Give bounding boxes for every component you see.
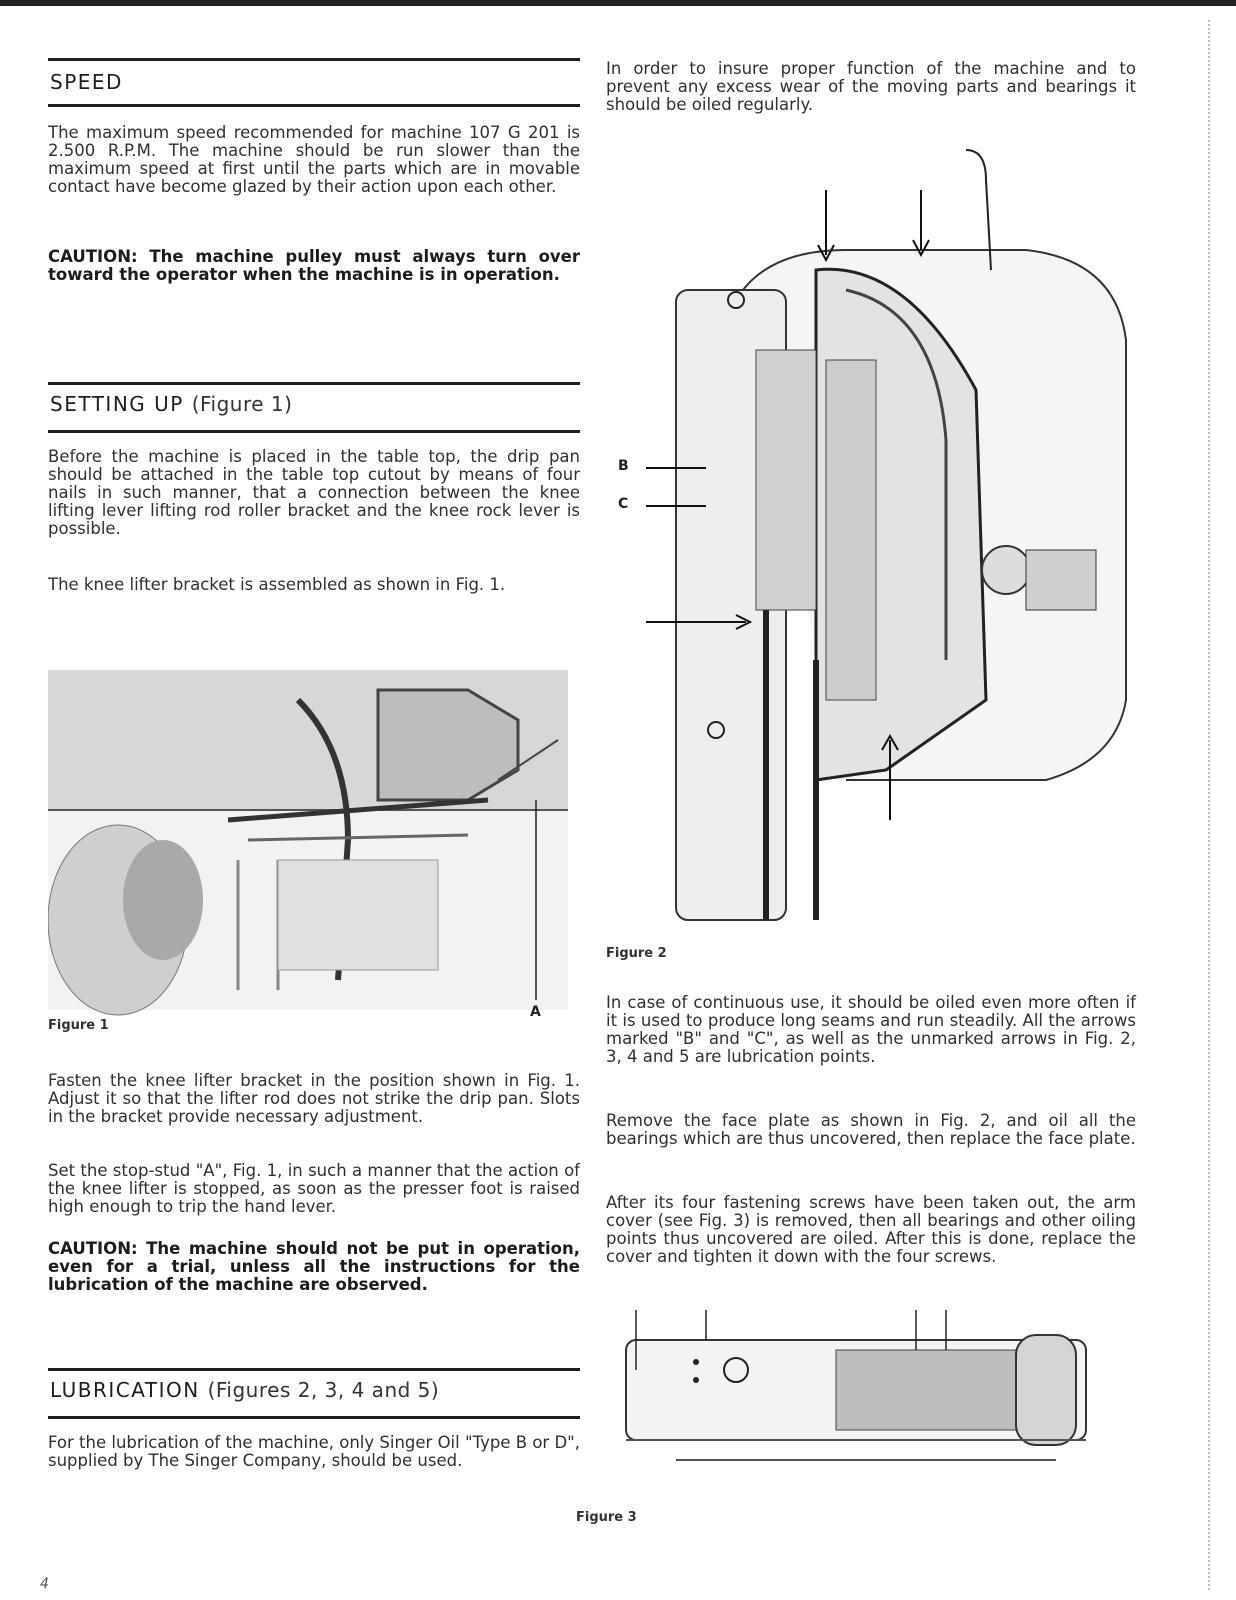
figure-2-machine-head-drawing — [646, 140, 1136, 940]
setting-up-paragraph-3: Fasten the knee lifter bracket in the position shown in Fig. 1. Adjust it so that the lifter rod does not strike the drip pan. Slots in the bracket provide necessary adjustment. — [48, 1071, 580, 1126]
speed-paragraph: The maximum speed recommended for machine 107 G 201 is 2.500 R.P.M. The machine should be run slower than the maximum speed at first until the parts which are in movable contact have become glazed by their action upon each other. — [48, 123, 580, 196]
section-rule — [48, 58, 580, 61]
lubrication-paragraph: For the lubrication of the machine, only Singer Oil "Type B or D", supplied by The Singer Company, should be used. — [48, 1433, 580, 1470]
setting-up-caution: CAUTION: The machine should not be put in operation, even for a trial, unless all the instructions for the lubrication of the machine are observed. — [48, 1239, 580, 1294]
continuous-use-paragraph: In case of continuous use, it should be oiled even more often if it is used to produce long seams and run steadily. All the arrows marked "B" and "C", as well as the unmarked arrows in Fig. 2, 3, 4 and 5 are lubrication points. — [606, 993, 1136, 1066]
page-number: 4 — [40, 1576, 49, 1592]
figure-1-label-a: A — [530, 1004, 541, 1020]
scan-edge — [1208, 20, 1218, 1590]
setting-up-title: SETTING UP — [50, 392, 184, 416]
section-rule — [48, 1368, 580, 1371]
face-plate-paragraph: Remove the face plate as shown in Fig. 2, and oil all the bearings which are thus uncovered, then replace the face plate. — [606, 1111, 1136, 1148]
top-border — [0, 0, 1236, 6]
figure-2-label-c: C — [618, 496, 629, 512]
setting-up-subtitle: (Figure 1) — [191, 392, 293, 416]
figure-3-arm-cover-drawing — [616, 1310, 1106, 1500]
lubrication-heading — [50, 1378, 439, 1402]
section-rule — [48, 104, 580, 107]
figure-3-caption: Figure 3 — [576, 1510, 637, 1525]
lubrication-intro: In order to insure proper function of the machine and to prevent any excess wear of the moving parts and bearings it should be oiled regularly. — [606, 59, 1136, 114]
section-rule — [48, 1416, 580, 1419]
figure-2-caption: Figure 2 — [606, 946, 667, 961]
figure-1-knee-lifter-photo — [48, 660, 580, 1030]
speed-caution: CAUTION: The machine pulley must always turn over toward the operator when the machine is in operation. — [48, 247, 580, 284]
speed-heading: SPEED — [50, 70, 123, 94]
setting-up-paragraph-4: Set the stop-stud "A", Fig. 1, in such a manner that the action of the knee lifter is stopped, as soon as the presser foot is raised high enough to trip the hand lever. — [48, 1161, 580, 1216]
lubrication-subtitle: (Figures 2, 3, 4 and 5) — [207, 1378, 440, 1402]
setting-up-heading — [50, 392, 292, 416]
figure-1-caption: Figure 1 — [48, 1018, 109, 1033]
figure-2-label-b: B — [618, 458, 629, 474]
setting-up-paragraph-2: The knee lifter bracket is assembled as shown in Fig. 1. — [48, 575, 506, 594]
setting-up-paragraph-1: Before the machine is placed in the table top, the drip pan should be attached in the table top cutout by means of four nails in such manner, that a connection between the knee lifting lever lifting rod roller bracket and the knee rock lever is possible. — [48, 447, 580, 538]
section-rule — [48, 430, 580, 433]
arm-cover-paragraph: After its four fastening screws have been taken out, the arm cover (see Fig. 3) is removed, then all bearings and other oiling points thus uncovered are oiled. After this is done, replace the cover and tighten it down with the four screws. — [606, 1193, 1136, 1266]
lubrication-title: LUBRICATION — [50, 1378, 200, 1402]
section-rule — [48, 382, 580, 385]
